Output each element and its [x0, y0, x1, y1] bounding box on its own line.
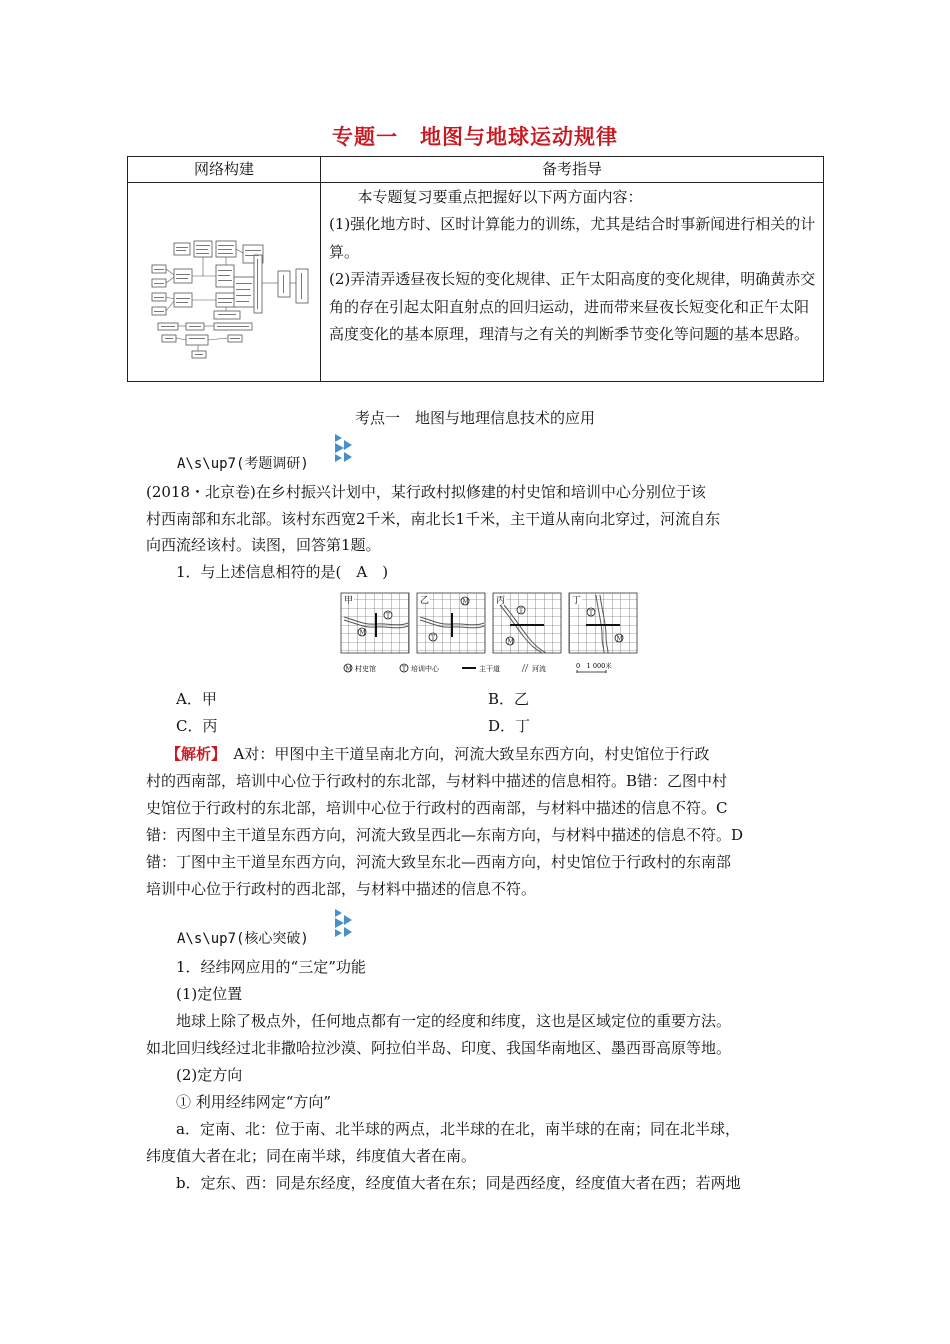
guide-cell: [321, 183, 824, 382]
triangle-arrow-icon: [333, 432, 355, 468]
option-a: A．甲: [176, 690, 217, 708]
svg-text:M: M: [507, 638, 514, 646]
analysis-line: 村的西南部，培训中心位于行政村的东北部，与材料中描述的信息相符。B错：乙图中村: [146, 772, 728, 790]
svg-text:T: T: [431, 634, 436, 642]
analysis-label: 【解析】: [166, 745, 219, 763]
network-diagram-cell: [128, 183, 321, 382]
concept-map-diagram: [128, 183, 320, 381]
question-intro: 村西南部和东北部。该村东西宽2千米，南北长1千米，主干道从南向北穿过，河流自东: [146, 510, 721, 528]
table-header-guide: 备考指导: [321, 157, 824, 183]
map-panel-bing: [493, 593, 561, 653]
panel-label: 丁: [572, 596, 582, 606]
panel-label: 乙: [420, 596, 430, 606]
page-title: 专题一 地图与地球运动规律: [332, 125, 618, 149]
option-b: B．乙: [488, 690, 530, 708]
core-paragraph: a．定南、北：位于南、北半球的两点，北半球的在北，南半球的在南；同在北半球，: [176, 1120, 740, 1138]
option-c: C．丙: [176, 717, 218, 735]
panel-label: 甲: [344, 596, 354, 606]
core-breakthrough-badge: A\s\up7(核心突破): [177, 931, 309, 947]
map-panel-yi: [417, 593, 485, 653]
question-intro: (2018・北京卷)在乡村振兴计划中，某行政村拟修建的村史馆和培训中心分别位于该: [146, 483, 706, 501]
triangle-arrow-icon: [333, 907, 355, 943]
core-subheading: (2)定方向: [176, 1066, 243, 1084]
table-header-network: 网络构建: [128, 157, 321, 183]
question-intro: 向西流经该村。读图，回答第1题。: [146, 536, 381, 554]
guide-paragraph: 本专题复习要重点把握好以下两方面内容：: [357, 188, 643, 206]
svg-text:主干道: 主干道: [479, 665, 500, 673]
svg-text:M: M: [359, 629, 366, 637]
svg-text:T: T: [519, 607, 524, 615]
map-panel-ding: [569, 593, 637, 653]
overview-table: [127, 156, 824, 382]
core-heading: 1．经纬网应用的“三定”功能: [176, 958, 366, 976]
guide-paragraph: (2)弄清弄透昼夜长短的变化规律、正午太阳高度的变化规律，明确黄赤交角的存在引起太阳直射点的回归运动，进而带来昼夜长短变化和正午太阳高度变化的基本原理，理清与之有关的判断季节变化等问题的基本思路。: [329, 270, 816, 344]
guide-paragraph: (1)强化地方时、区时计算能力的训练，尤其是结合时事新闻进行相关的计算。: [329, 215, 816, 261]
core-paragraph: 纬度值大者在北；同在南半球，纬度值大者在南。: [146, 1147, 477, 1165]
core-paragraph: b．定东、西：同是东经度，经度值大者在东；同是西经度，经度值大者在西；若两地: [176, 1174, 741, 1192]
core-paragraph: 地球上除了极点外，任何地点都有一定的经度和纬度，这也是区域定位的重要方法。: [176, 1012, 732, 1030]
svg-text:M: M: [616, 635, 623, 643]
svg-text:T: T: [402, 665, 407, 673]
svg-text:M: M: [462, 598, 469, 606]
core-paragraph: 如北回归线经过北非撒哈拉沙漠、阿拉伯半岛、印度、我国华南地区、墨西哥高原等地。: [146, 1039, 732, 1057]
exam-research-badge: A\s\up7(考题调研): [177, 456, 309, 472]
map-figure: [340, 591, 638, 679]
analysis-line: 错：丙图中主干道呈东西方向，河流大致呈西北—东南方向，与材料中描述的信息不符。D: [146, 826, 744, 844]
svg-text:T: T: [589, 609, 594, 617]
svg-text:培训中心: 培训中心: [411, 665, 439, 673]
core-subheading: ① 利用经纬网定“方向”: [176, 1093, 332, 1111]
core-subheading: (1)定位置: [176, 985, 243, 1003]
svg-text:村史馆: 村史馆: [355, 665, 376, 673]
svg-text:T: T: [386, 612, 391, 620]
svg-text:0 1 000米: 0 1 000米: [576, 662, 612, 670]
map-panel-jia: [341, 593, 409, 653]
svg-text:河流: 河流: [532, 665, 546, 673]
map-legend: [344, 661, 612, 673]
analysis-line: 错：丁图中主干道呈东西方向，河流大致呈东北—西南方向，村史馆位于行政村的东南部: [146, 853, 732, 871]
analysis-line: 史馆位于行政村的东北部，培训中心位于行政村的西南部，与材料中描述的信息不符。C: [146, 799, 728, 817]
svg-text:M: M: [345, 665, 352, 673]
section-title: 考点一 地图与地理信息技术的应用: [354, 409, 595, 427]
analysis-line: 【解析】 A对：甲图中主干道呈南北方向，河流大致呈东西方向，村史馆位于行政: [166, 745, 710, 763]
analysis-line: 培训中心位于行政村的西北部，与材料中描述的信息不符。: [146, 880, 537, 898]
question-stem: 1．与上述信息相符的是( A ): [176, 563, 389, 581]
option-d: D．丁: [488, 717, 531, 735]
panel-label: 丙: [496, 596, 506, 606]
